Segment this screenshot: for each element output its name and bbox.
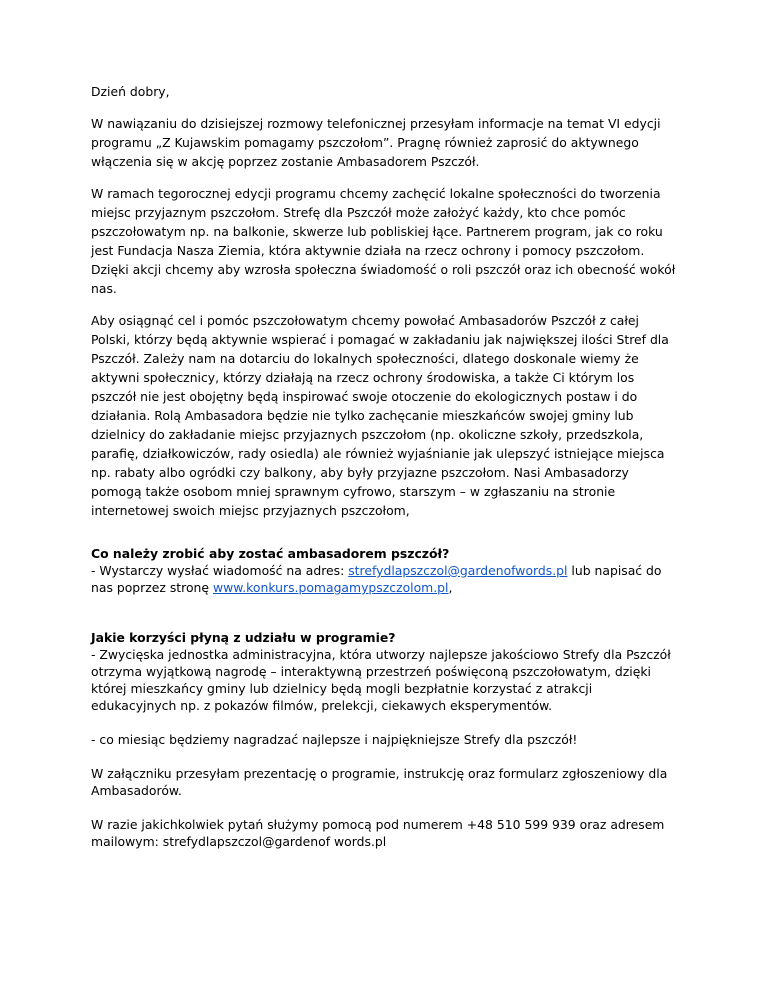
how-to-join-text-before: - Wystarczy wysłać wiadomość na adres: bbox=[91, 563, 349, 578]
email-link[interactable]: strefydlapszczol@gardenofwords.pl bbox=[348, 563, 568, 578]
section-how-to-join bbox=[91, 545, 681, 596]
paragraph-intro: W nawiązaniu do dzisiejszej rozmowy telefonicznej przesyłam informacje na temat VI edycji programu „Z Kujawskim pomagamy pszczołom”. Pragnę również zaprosić do aktywnego włączenia się w akcję poprzez zostanie Ambasadorem Pszczół. bbox=[91, 116, 661, 169]
paragraph-program-description: W ramach tegorocznej edycji programu chcemy zachęcić lokalne społeczności do tworzenia miejsc przyjaznym pszczołom. Strefę dla Pszczół może założyć każdy, kto chce pomóc pszczołowatym np. na balkonie, skwerze lub pobliskiej łące. Partnerem program, jak co roku jest Fundacja Nasza Ziemia, która aktywnie działa na rzecz ochrony i pomocy pszczołom. Dzięki akcji chcemy aby wzrosła społeczna świadomość o roli pszczół oraz ich obecność wokół nas. bbox=[91, 186, 676, 296]
how-to-join-text-after: , bbox=[448, 580, 453, 595]
how-to-join-text-middle: lub napisać do nas poprzez stronę bbox=[91, 563, 662, 595]
website-link[interactable]: www.konkurs.pomagamypszczolom.pl bbox=[212, 580, 449, 595]
paragraph-monthly-awards: - co miesiąc będziemy nagradzać najlepsze i najpiękniejsze Strefy dla pszczół! bbox=[91, 732, 578, 747]
paragraph-contact: W razie jakichkolwiek pytań służymy pomocą pod numerem +48 510 599 939 oraz adresem mailowym: strefydlapszczol@gardenof words.pl bbox=[91, 817, 665, 849]
how-to-join-heading: Co należy zrobić aby zostać ambasadorem pszczół? bbox=[91, 546, 450, 561]
section-benefits bbox=[91, 629, 681, 714]
paragraph-ambassadors: Aby osiągnąć cel i pomóc pszczołowatym chcemy powołać Ambasadorów Pszczół z całej Polski, którzy będą aktywnie wspierać i pomagać w zakładaniu jak największej ilości Stref dla Pszczół. Zależy nam na dotarciu do lokalnych społeczności, dlatego doskonale wiemy że aktywni społecznicy, którzy działają na rzecz ochrony środowiska, a także Ci którym los pszczół nie jest obojętny będą inspirować swoje otoczenie do ekologicznych postaw i do działania. Rolą Ambasadora będzie nie tylko zachęcanie mieszkańców swojej gminy lub dzielnicy do zakładanie miejsc przyjaznych pszczołom (np. okoliczne szkoły, przedszkola, parafię, działkowiczów, rady osiedla) ale również wyjaśnianie jak ulepszyć istniejące miejsca np. rabaty albo ogródki czy balkony, aby były przyjazne pszczołom. Nasi Ambasadorzy pomogą także osobom mniej sprawnym cyfrowo, starszym – w zgłaszaniu na stronie internetowej swoich miejsc przyjaznych pszczołom, bbox=[91, 313, 669, 518]
benefits-text: - Zwycięska jednostka administracyjna, która utworzy najlepsze jakościowo Strefy dla Pszczół otrzyma wyjątkową nagrodę – interaktywną przestrzeń poświęconą pszczołowatym, dzięki której mieszkańcy gminy lub dzielnicy będą mogli bezpłatnie korzystać z atrakcji edukacyjnych np. z pokazów filmów, prelekcji, ciekawych eksperymentów. bbox=[91, 647, 671, 713]
letter-body bbox=[91, 82, 681, 850]
benefits-heading: Jakie korzyści płyną z udziału w programie? bbox=[91, 630, 396, 645]
paragraph-attachment: W załączniku przesyłam prezentację o programie, instrukcję oraz formularz zgłoszeniowy dla Ambasadorów. bbox=[91, 766, 668, 798]
greeting: Dzień dobry, bbox=[91, 84, 170, 99]
